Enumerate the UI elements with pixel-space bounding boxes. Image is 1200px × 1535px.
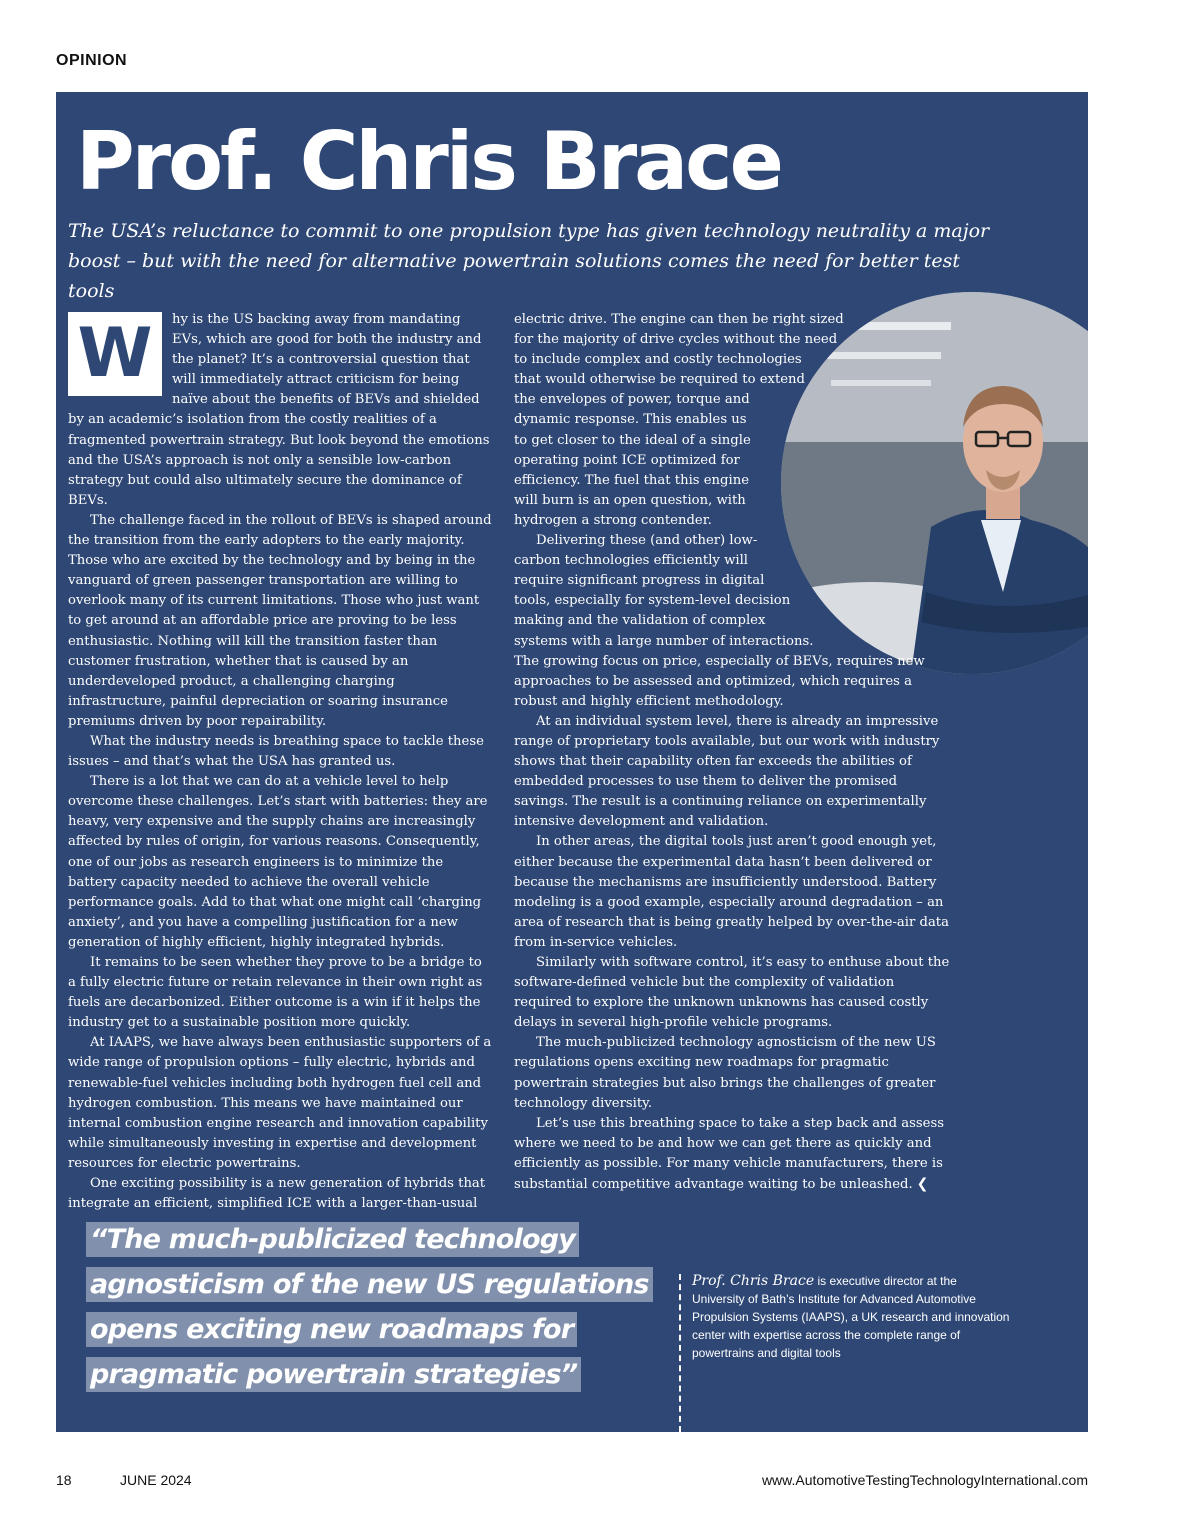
- drop-cap: W: [68, 312, 162, 396]
- wrapped-line: systems with a large number of interactions.: [514, 633, 814, 649]
- wrapped-line: The growing focus on price, especially of BEVs, requires new approaches to be assessed and optimized, which requires a robust and highly efficient methodology.: [514, 653, 925, 709]
- wrapped-line: carbon technologies efficiently will: [514, 553, 749, 569]
- article-paragraph: [514, 1114, 950, 1195]
- article-paragraph: [514, 531, 950, 712]
- wrapped-line: require significant progress in digital: [514, 573, 765, 589]
- wrapped-line: for the majority of drive cycles without the need: [514, 332, 838, 348]
- article-paragraph: There is a lot that we can do at a vehicle level to help overcome these challenges. Let’s start with batteries: they are heavy, very expensive and the supply chains are increasingly affected by rules of origin, for various reasons. Consequently, one of our jobs as research engineers is to minimize the battery capacity needed to achieve the overall vehicle performance goals. Add to that what one might call ‘charging anxiety’, and you have a compelling justification for a new generation of highly efficient, highly integrated hybrids.: [68, 774, 488, 950]
- wrapped-line: Delivering these (and other) low-: [536, 533, 758, 549]
- pull-quote-line: opens exciting new roadmaps for: [86, 1312, 577, 1347]
- article-paragraph: What the industry needs is breathing space to tackle these issues – and that’s what the USA has granted us.: [68, 733, 484, 770]
- end-mark-icon: ❮: [916, 1176, 929, 1193]
- pull-quote: [86, 1217, 686, 1397]
- article-paragraph: The challenge faced in the rollout of BEVs is shaped around the transition from the early adopters to the early majority. Those who are excited by the technology and by being in the vanguard of green passenger transportation are willing to overlook many of its current limitations. Those who just want to get around at an affordable price are proving to be less enthusiastic. Nothing will kill the transition faster than customer frustration, whether that is caused by an underdeveloped product, a challenging charging infrastructure, painful depreciation or soaring insurance premiums driven by poor repairability.: [68, 512, 492, 729]
- pull-quote-line: agnosticism of the new US regulations: [86, 1267, 653, 1302]
- wrapped-line: will burn is an open question, with: [514, 492, 746, 508]
- article-paragraph: One exciting possibility is a new generation of hybrids that integrate an efficient, simplified ICE with a larger-than-usual: [68, 1176, 486, 1212]
- page-number: 18: [56, 1472, 72, 1488]
- article-paragraph: [514, 310, 950, 531]
- bio-name: Prof. Chris Brace: [692, 1273, 815, 1289]
- article-paragraph: The much-publicized technology agnosticism of the new US regulations opens exciting new roadmaps for pragmatic powertrain strategies but also brings the challenges of greater technology diversity.: [514, 1035, 936, 1111]
- article-paragraph: [68, 310, 492, 511]
- paragraph-text: hy is the US backing away from mandating EVs, which are good for both the industry and the planet? It’s a controversial question that will immediately attract criticism for being naïve about the benefits of BEVs and shielded by an academic’s isolation from the costly realities of a fragmented powertrain strategy. But look beyond the emotions and the USA’s approach is not only a sensible low-carbon strategy but could also ultimately secure the dominance of BEVs.: [68, 312, 490, 508]
- website-link[interactable]: www.AutomotiveTestingTechnologyInternational.com: [761, 1472, 1088, 1488]
- wrapped-line: to include complex and costly technologies: [514, 352, 802, 368]
- dashed-divider: [679, 1274, 681, 1432]
- wrapped-line: tools, especially for system-level decision: [514, 593, 791, 609]
- wrapped-line: that would otherwise be required to extend: [514, 372, 805, 388]
- pull-quote-line: “The much-publicized technology: [86, 1222, 579, 1257]
- article-paragraph: In other areas, the digital tools just aren’t good enough yet, either because the experimental data hasn’t been delivered or because the mechanisms are insufficiently understood. Battery modeling is a good example, especially around degradation – an area of research that is being greatly helped by over-the-air data from in-service vehicles.: [514, 834, 949, 950]
- author-bio: [692, 1272, 1012, 1362]
- article-column-right: [514, 310, 950, 1195]
- bio-text: is executive director at the University of Bath’s Institute for Advanced Automotive Propulsion Systems (IAAPS), a UK research and innovation center with expertise across the complete range of powertrains and digital tools: [692, 1274, 1010, 1360]
- wrapped-line: to get closer to the ideal of a single: [514, 432, 751, 448]
- article-paragraph: At an individual system level, there is already an impressive range of proprietary tools available, but our work with industry shows that their capability often far exceeds the abilities of embedded processes to use them to deliver the promised savings. The result is a continuing reliance on experimentally intensive development and validation.: [514, 713, 940, 830]
- wrapped-line: electric drive. The engine can then be right sized: [514, 312, 844, 327]
- pull-quote-line: pragmatic powertrain strategies”: [86, 1357, 581, 1392]
- headline: Prof. Chris Brace: [76, 115, 781, 208]
- article-paragraph: At IAAPS, we have always been enthusiastic supporters of a wide range of propulsion options – fully electric, hybrids and renewable-fuel vehicles including both hydrogen fuel cell and hydrogen combustion. This means we have maintained our internal combustion engine research and innovation capability while simultaneously investing in expertise and development resources for electric powertrains.: [68, 1035, 492, 1171]
- wrapped-line: dynamic response. This enables us: [514, 412, 747, 428]
- article-panel: [56, 92, 1088, 1432]
- issue-date: JUNE 2024: [120, 1472, 192, 1488]
- article-column-left: [68, 310, 492, 1214]
- article-paragraph: It remains to be seen whether they prove to be a bridge to a fully electric future or retain relevance in their own right as fuels are decarbonized. Either outcome is a win if it helps the industry get to a sustainable position more quickly.: [68, 955, 483, 1031]
- wrapped-line: efficiency. The fuel that this engine: [514, 472, 750, 488]
- wrapped-line: making and the validation of complex: [514, 613, 766, 629]
- standfirst: The USA’s reluctance to commit to one propulsion type has given technology neutrality a major boost – but with the need for alternative powertrain solutions comes the need for better test tools: [68, 220, 990, 302]
- wrapped-line: hydrogen a strong contender.: [514, 512, 712, 528]
- paragraph-text: Let’s use this breathing space to take a step back and assess where we need to be and how we can get there as quickly and efficiently as possible. For many vehicle manufacturers, there is substantial competitive advantage waiting to be unleashed.: [514, 1115, 944, 1193]
- section-label: OPINION: [56, 52, 128, 69]
- wrapped-line: operating point ICE optimized for: [514, 452, 740, 468]
- article-paragraph: Similarly with software control, it’s easy to enthuse about the software-defined vehicle but the complexity of validation required to explore the unknown unknowns has caused costly delays in several high-profile vehicle programs.: [514, 955, 950, 1031]
- wrapped-line: the envelopes of power, torque and: [514, 392, 750, 408]
